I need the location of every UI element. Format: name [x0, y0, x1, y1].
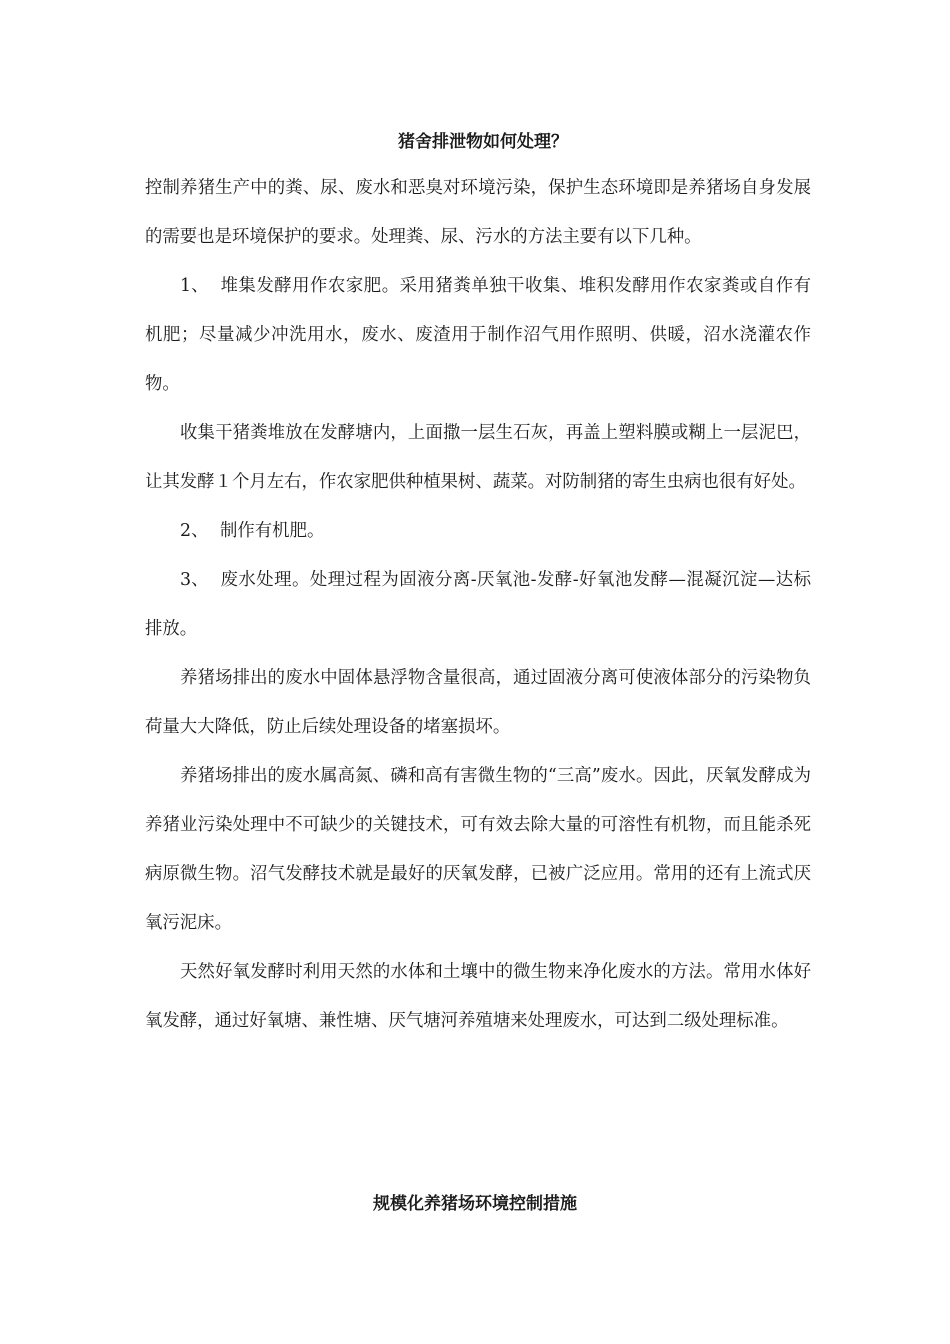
- item-number: 2、: [180, 521, 209, 541]
- item-number: 3、: [180, 570, 209, 590]
- item-text: 废水处理。处理过程为固液分离-厌氧池-发酵-好氧池发酵—混凝沉淀—达标排放。: [145, 570, 811, 639]
- paragraph-compost: 收集干猪粪堆放在发酵塘内，上面撒一层生石灰，再盖上塑料膜或糊上一层泥巴，让其发酵１个月左右，作农家肥供种植果树、蔬菜。对防制猪的寄生虫病也很有好处。: [145, 423, 811, 492]
- paragraph-aerobic: 天然好氧发酵时利用天然的水体和土壤中的微生物来净化废水的方法。常用水体好氧发酵，通过好氧塘、兼性塘、厌气塘河养殖塘来处理废水，可达到二级处理标准。: [145, 962, 811, 1031]
- item-text: 堆集发酵用作农家肥。采用猪粪单独干收集、堆积发酵用作农家粪或自作有机肥；尽量减少冲洗用水，废水、废渣用于制作沼气用作照明、供暖，沼水浇灌农作物。: [145, 276, 811, 394]
- paragraph-anaerobic: 养猪场排出的废水属高氮、磷和高有害微生物的“三高”废水。因此，厌氧发酵成为养猪业污染处理中不可缺少的关键技术，可有效去除大量的可溶性有机物，而且能杀死病原微生物。沼气发酵技术就是最好的厌氧发酵，已被广泛应用。常用的还有上流式厌氧污泥床。: [145, 766, 811, 933]
- list-item-3: [145, 556, 811, 654]
- list-item-1: [145, 262, 811, 409]
- intro-paragraph: 控制养猪生产中的粪、尿、废水和恶臭对环境污染，保护生态环境即是养猪场自身发展的需要也是环境保护的要求。处理粪、尿、污水的方法主要有以下几种。: [145, 178, 811, 247]
- list-item-2: [145, 507, 811, 556]
- paragraph-separation: 养猪场排出的废水中固体悬浮物含量很高，通过固液分离可使液体部分的污染物负荷量大大降低，防止后续处理设备的堵塞损坏。: [145, 668, 811, 737]
- section-title: 规模化养猪场环境控制措施: [373, 1194, 577, 1214]
- item-number: 1、: [180, 276, 209, 296]
- item-text: 制作有机肥。: [220, 521, 325, 541]
- document-title: 猪舍排泄物如何处理？: [398, 132, 568, 152]
- document-body: [145, 164, 811, 1046]
